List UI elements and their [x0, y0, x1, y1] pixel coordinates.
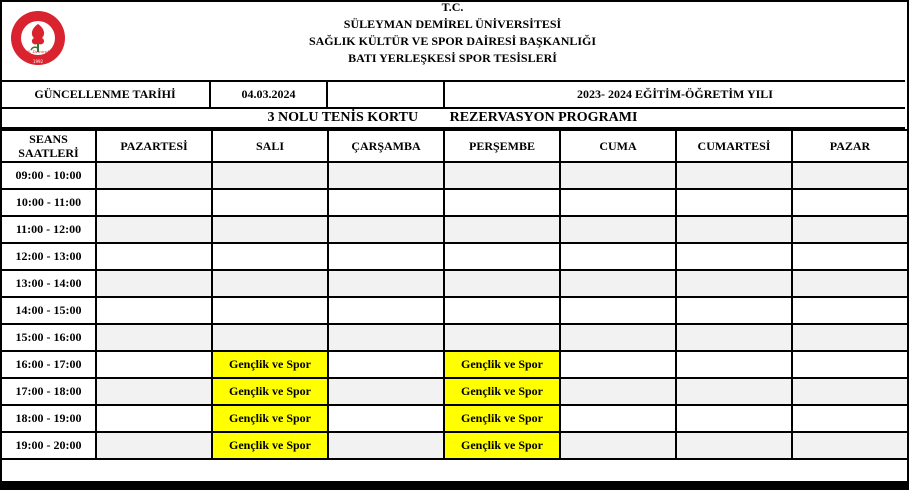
- reservation-cell: [96, 351, 212, 378]
- reservation-cell: [444, 162, 560, 189]
- table-row: [1, 324, 908, 351]
- time-slot: 09:00 - 10:00: [1, 162, 96, 189]
- reservation-cell: [560, 243, 676, 270]
- reservation-cell-booked: Gençlik ve Spor: [444, 351, 560, 378]
- update-date: 04.03.2024: [241, 87, 296, 101]
- time-slot: 10:00 - 11:00: [1, 189, 96, 216]
- reservation-cell: [328, 432, 444, 459]
- table-row: [1, 270, 908, 297]
- time-header: SEANS SAATLERİ: [1, 130, 96, 162]
- academic-year: 2023- 2024 EĞİTİM-ÖĞRETİM YILI: [577, 87, 773, 101]
- reservation-cell: [792, 270, 908, 297]
- reservation-cell-booked: Gençlik ve Spor: [444, 378, 560, 405]
- reservation-cell: [792, 243, 908, 270]
- reservation-cell-booked: Gençlik ve Spor: [444, 432, 560, 459]
- header-university: SÜLEYMAN DEMİREL ÜNİVERSİTESİ: [343, 17, 562, 31]
- reservation-cell: [560, 351, 676, 378]
- reservation-cell: [676, 216, 792, 243]
- table-row: [1, 216, 908, 243]
- reservation-cell: [792, 297, 908, 324]
- reservation-cell: [328, 216, 444, 243]
- court-name: 3 NOLU TENİS KORTU: [267, 110, 419, 125]
- day-header: PAZAR: [792, 130, 908, 162]
- header-department: SAĞLIK KÜLTÜR VE SPOR DAİRESİ BAŞKANLIĞI: [308, 34, 597, 48]
- logo-signature: S. Demirel: [27, 49, 49, 54]
- reservation-cell: [328, 405, 444, 432]
- time-slot: 11:00 - 12:00: [1, 216, 96, 243]
- day-header: CUMARTESİ: [676, 130, 792, 162]
- reservation-cell-booked: Gençlik ve Spor: [212, 405, 328, 432]
- time-slot: 19:00 - 20:00: [1, 432, 96, 459]
- reservation-cell: [676, 162, 792, 189]
- reservation-cell: [676, 270, 792, 297]
- bottom-border: [0, 481, 909, 490]
- reservation-cell: [560, 405, 676, 432]
- day-header: PAZARTESİ: [96, 130, 212, 162]
- reservation-cell: [212, 189, 328, 216]
- reservation-cell: [212, 297, 328, 324]
- reservation-cell: [96, 216, 212, 243]
- reservation-cell-booked: Gençlik ve Spor: [444, 405, 560, 432]
- reservation-cell: [792, 378, 908, 405]
- reservation-cell: [96, 324, 212, 351]
- reservation-cell: [560, 162, 676, 189]
- reservation-cell: [328, 324, 444, 351]
- table-row: [1, 243, 908, 270]
- reservation-cell: [792, 405, 908, 432]
- day-header: PERŞEMBE: [444, 130, 560, 162]
- reservation-cell: [328, 162, 444, 189]
- reservation-cell: [676, 297, 792, 324]
- reservation-cell-booked: Gençlik ve Spor: [212, 378, 328, 405]
- program-title: [0, 109, 905, 129]
- reservation-cell: [560, 432, 676, 459]
- reservation-cell: [212, 270, 328, 297]
- reservation-cell: [560, 297, 676, 324]
- reservation-cell: [328, 189, 444, 216]
- logo-year: 1992: [32, 59, 44, 64]
- reservation-cell: [328, 243, 444, 270]
- header-tc: T.C.: [441, 0, 464, 14]
- reservation-cell: [676, 432, 792, 459]
- reservation-cell: [212, 243, 328, 270]
- reservation-cell: [792, 162, 908, 189]
- table-row: [1, 405, 908, 432]
- program-name: REZERVASYON PROGRAMI: [449, 110, 638, 125]
- time-slot: 12:00 - 13:00: [1, 243, 96, 270]
- reservation-cell: [212, 162, 328, 189]
- table-row: [1, 297, 908, 324]
- reservation-cell: [444, 324, 560, 351]
- reservation-cell-booked: Gençlik ve Spor: [212, 351, 328, 378]
- reservation-cell: [444, 297, 560, 324]
- reservation-cell: [328, 270, 444, 297]
- table-header-row: [1, 130, 908, 162]
- reservation-cell: [792, 216, 908, 243]
- reservation-cell-booked: Gençlik ve Spor: [212, 432, 328, 459]
- reservation-cell: [96, 189, 212, 216]
- reservation-cell: [560, 324, 676, 351]
- reservation-cell: [676, 378, 792, 405]
- reservation-cell: [444, 216, 560, 243]
- reservation-cell: [96, 432, 212, 459]
- reservation-cell: [444, 243, 560, 270]
- reservation-cell: [96, 243, 212, 270]
- reservation-cell: [792, 324, 908, 351]
- time-slot: 18:00 - 19:00: [1, 405, 96, 432]
- time-slot: 16:00 - 17:00: [1, 351, 96, 378]
- time-slot: 13:00 - 14:00: [1, 270, 96, 297]
- reservation-cell: [560, 270, 676, 297]
- reservation-cell: [676, 405, 792, 432]
- day-header: SALI: [212, 130, 328, 162]
- reservation-cell: [676, 351, 792, 378]
- reservation-cell: [328, 378, 444, 405]
- time-slot: 17:00 - 18:00: [1, 378, 96, 405]
- reservation-cell: [328, 297, 444, 324]
- table-row: [1, 432, 908, 459]
- header-facility: BATI YERLEŞKESİ SPOR TESİSLERİ: [348, 51, 557, 65]
- reservation-cell: [560, 378, 676, 405]
- reservation-cell: [792, 351, 908, 378]
- reservation-cell: [560, 216, 676, 243]
- table-row: [1, 189, 908, 216]
- reservation-table: [0, 129, 909, 460]
- time-slot: 15:00 - 16:00: [1, 324, 96, 351]
- reservation-cell: [212, 324, 328, 351]
- table-row: [1, 378, 908, 405]
- reservation-cell: [444, 270, 560, 297]
- reservation-cell: [96, 270, 212, 297]
- reservation-cell: [96, 405, 212, 432]
- reservation-cell: [444, 189, 560, 216]
- reservation-cell: [676, 324, 792, 351]
- time-slot: 14:00 - 15:00: [1, 297, 96, 324]
- info-row: [0, 80, 905, 109]
- reservation-cell: [96, 162, 212, 189]
- reservation-cell: [96, 378, 212, 405]
- reservation-cell: [96, 297, 212, 324]
- reservation-cell: [212, 216, 328, 243]
- day-header: CUMA: [560, 130, 676, 162]
- reservation-cell: [792, 189, 908, 216]
- reservation-cell: [676, 243, 792, 270]
- update-label: GÜNCELLENME TARİHİ: [34, 87, 176, 101]
- reservation-cell: [792, 432, 908, 459]
- day-header: ÇARŞAMBA: [328, 130, 444, 162]
- reservation-cell: [328, 351, 444, 378]
- reservation-cell: [560, 189, 676, 216]
- table-row: [1, 162, 908, 189]
- table-row: [1, 351, 908, 378]
- reservation-cell: [676, 189, 792, 216]
